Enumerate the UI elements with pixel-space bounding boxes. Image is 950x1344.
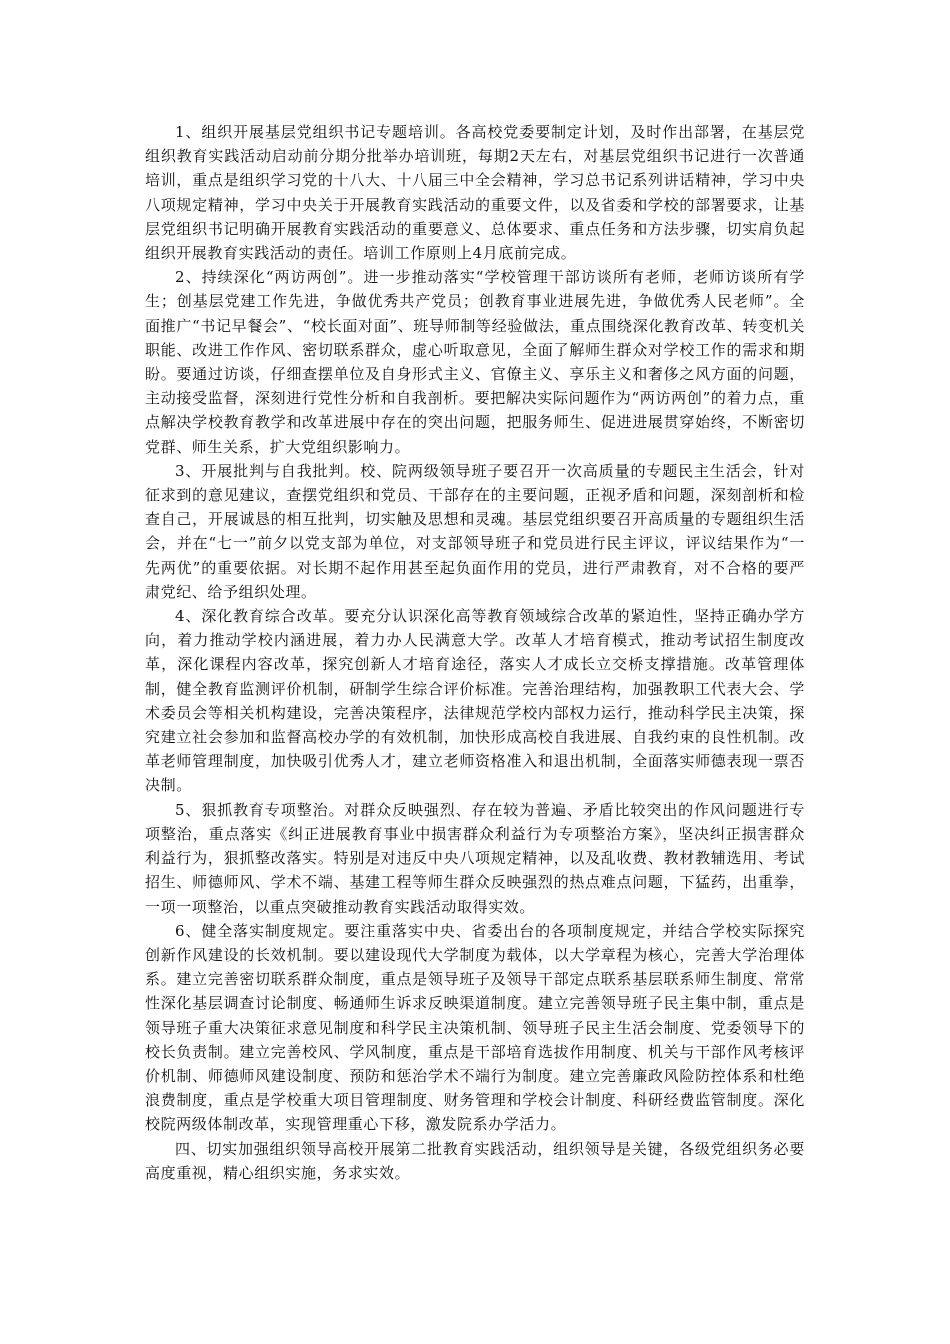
paragraph-2: 2、持续深化“两访两创”。进一步推动落实“学校管理干部访谈所有老师，老师访谈所有学生；创基层党建工作先进，争做优秀共产党员；创教育事业进展先进，争做优秀人民老师”。全面推广“书记早餐会”、“校长面对面”、班导师制等经验做法，重点围绕深化教育改革、转变机关职能、改进工作作风、密切联系群众，虚心听取意见，全面了解师生群众对学校工作的需求和期盼。要通过访谈，仔细查摆单位及自身形式主义、官僚主义、享乐主义和奢侈之风方面的问题，主动接受监督，深刻进行党性分析和自我剖析。要把解决实际问题作为“两访两创”的着力点，重点解决学校教育教学和改革进展中存在的突出问题，把服务师生、促进进展贯穿始终，不断密切党群、师生关系，扩大党组织影响力。 [145,268,805,456]
paragraph-1: 1、组织开展基层党组织书记专题培训。各高校党委要制定计划，及时作出部署，在基层党组织教育实践活动启动前分期分批举办培训班，每期2天左右，对基层党组织书记进行一次普通培训，重点是组织学习党的十八大、十八届三中全会精神，学习总书记系列讲话精神，学习中央八项规定精神，学习中央关于开展教育实践活动的重要文件，以及省委和学校的部署要求，让基层党组织书记明确开展教育实践活动的重要意义、总体要求、重点任务和方法步骤，切实肩负起组织开展教育实践活动的责任。培训工作原则上4月底前完成。 [145,123,805,263]
paragraph-3: 3、开展批判与自我批判。校、院两级领导班子要召开一次高质量的专题民主生活会，针对征求到的意见建议，查摆党组织和党员、干部存在的主要问题，正视矛盾和问题，深刻剖析和检查自己，开展诚恳的相互批判，切实触及思想和灵魂。基层党组织要召开高质量的专题组织生活会，并在“七一”前夕以党支部为单位，对支部领导班子和党员进行民主评议，评议结果作为“一先两优”的重要依据。对长期不起作用甚至起负面作用的党员，进行严肃教育，对不合格的要严肃党纪、给予组织处理。 [145,461,805,601]
document-body [145,120,805,1185]
paragraph-4: 4、深化教育综合改革。要充分认识深化高等教育领域综合改革的紧迫性，坚持正确办学方向，着力推动学校内涵进展，着力办人民满意大学。改革人才培育模式，推动考试招生制度改革，深化课程内容改革，探究创新人才培育途径，落实人才成长立交桥支撑措施。改革管理体制，健全教育监测评价机制，研制学生综合评价标准。完善治理结构，加强教职工代表大会、学术委员会等相关机构建设，完善决策程序，法律规范学校内部权力运行，推动科学民主决策，探究建立社会参加和监督高校办学的有效机制，加快形成高校自我进展、自我约束的良性机制。改革老师管理制度，加快吸引优秀人才，建立老师资格准入和退出机制，全面落实师德表现一票否决制。 [145,607,805,795]
paragraph-6: 6、健全落实制度规定。要注重落实中央、省委出台的各项制度规定，并结合学校实际探究创新作风建设的长效机制。要以建设现代大学制度为载体，以大学章程为核心，完善大学治理体系。建立完善密切联系群众制度，重点是领导班子及领导干部定点联系基层联系师生制度、常常性深化基层调查讨论制度、畅通师生诉求反映渠道制度。建立完善领导班子民主集中制，重点是领导班子重大决策征求意见制度和科学民主决策机制、领导班子民主生活会制度、党委领导下的校长负责制。建立完善校风、学风制度，重点是干部培育选拔作用制度、机关与干部作风考核评价机制、师德师风建设制度、预防和惩治学术不端行为制度。建立完善廉政风险防控体系和杜绝浪费制度，重点是学校重大项目管理制度、财务管理和学校会计制度、科研经费监管制度。深化校院两级体制改革，实现管理重心下移，激发院系办学活力。 [145,921,805,1134]
paragraph-section-4: 四、切实加强组织领导高校开展第二批教育实践活动，组织领导是关键，各级党组织务必要高度重视，精心组织实施，务求实效。 [145,1139,805,1182]
paragraph-5: 5、狠抓教育专项整治。对群众反映强烈、存在较为普遍、矛盾比较突出的作风问题进行专项整治，重点落实《纠正进展教育事业中损害群众利益行为专项整治方案》，坚决纠正损害群众利益行为，狠抓整改落实。特别是对违反中央八项规定精神，以及乱收费、教材教辅选用、考试招生、师德师风、学术不端、基建工程等师生群众反映强烈的热点难点问题，下猛药，出重拳，一项一项整治，以重点突破推动教育实践活动取得实效。 [145,800,805,916]
